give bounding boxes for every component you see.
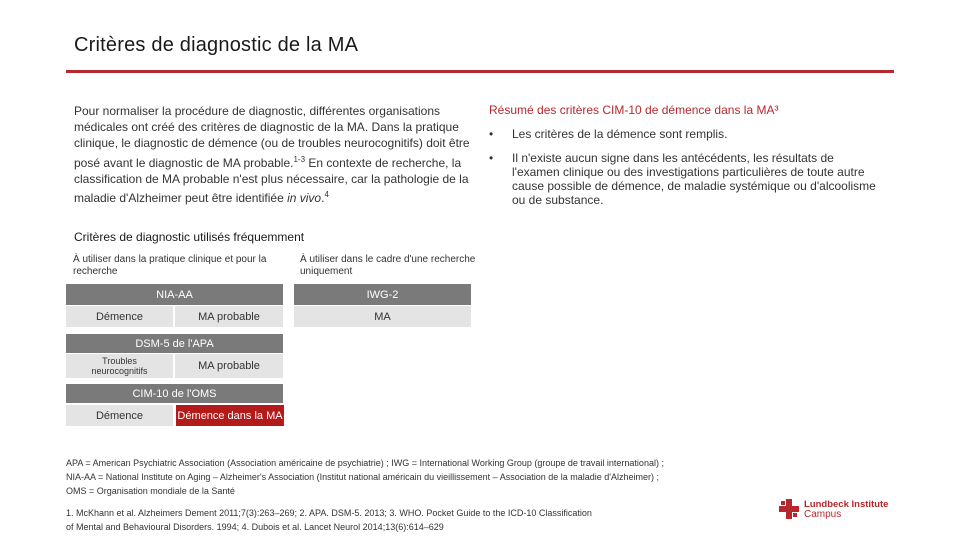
reference-line: 1. McKhann et al. Alzheimers Dement 2011;7(3):263–269; 2. APA. DSM-5. 2013; 3. WHO. Pocket Guide to the ICD-10 Classification bbox=[66, 508, 592, 518]
intro-sup-1: 1-3 bbox=[293, 154, 306, 164]
criteria-note-research: À utiliser dans le cadre d'une recherche uniquement bbox=[300, 254, 476, 277]
intro-italic: in vivo bbox=[287, 191, 322, 206]
nia-aa-probable-cell: MA probable bbox=[175, 306, 283, 327]
bullet-icon: • bbox=[489, 127, 494, 141]
iwg2-ma-cell: MA bbox=[294, 306, 471, 327]
logo-subtitle: Campus bbox=[804, 509, 842, 520]
abbreviations bbox=[66, 456, 766, 498]
summary-list bbox=[489, 127, 879, 217]
cim10-header: CIM-10 de l'OMS bbox=[66, 384, 283, 403]
abbreviation-line: APA = American Psychiatric Association (Association américaine de psychiatrie) ; IWG = International Working Group (groupe de travail international) ; bbox=[66, 458, 664, 468]
lundbeck-cross-icon bbox=[778, 498, 800, 520]
dsm5-probable-cell: MA probable bbox=[175, 354, 283, 378]
list-item bbox=[489, 151, 879, 207]
nia-aa-dementia-cell: Démence bbox=[66, 306, 173, 327]
dsm5-neurocognitive-cell: Troubles neurocognitifs bbox=[66, 354, 173, 378]
logo-name: Lundbeck Institute bbox=[804, 499, 889, 510]
reference-line: of Mental and Behavioural Disorders. 1994; 4. Dubois et al. Lancet Neurol 2014;13(6):614–629 bbox=[66, 522, 444, 532]
page-title: Critères de diagnostic de la MA bbox=[74, 34, 359, 56]
intro-text-3: . bbox=[321, 191, 325, 206]
abbreviation-line: NIA-AA = National Institute on Aging – Alzheimer's Association (Institut national américain du vieillissement – Association de la maladie d'Alzheimer) ; bbox=[66, 472, 659, 482]
summary-item-text: Les critères de la démence sont remplis. bbox=[512, 127, 728, 141]
criteria-note-clinical: À utiliser dans la pratique clinique et pour la recherche bbox=[73, 254, 267, 277]
intro-text-2: En contexte de recherche, la classification de MA probable n'est plus nécessaire, car la pathologie de la maladie d'Alzheimer peut être identifiée bbox=[74, 155, 469, 206]
summary-title: Résumé des critères CIM-10 de démence dans la MA³ bbox=[489, 103, 779, 117]
abbreviation-line: OMS = Organisation mondiale de la Santé bbox=[66, 486, 235, 496]
criteria-title: Critères de diagnostic utilisés fréquemment bbox=[74, 230, 305, 244]
intro-paragraph bbox=[74, 103, 479, 206]
summary-item-text: Il n'existe aucun signe dans les antécédents, les résultats de l'examen clinique ou des investigations particulières de toute autre cause possible de démence, de maladie systémique ou d'alcoolisme ou de substance. bbox=[512, 151, 876, 207]
iwg2-header: IWG-2 bbox=[294, 284, 471, 305]
intro-sup-2: 4 bbox=[324, 190, 329, 200]
bullet-icon: • bbox=[489, 151, 494, 165]
intro-text-1: Pour normaliser la procédure de diagnostic, différentes organisations médicales ont créé des critères de diagnostic de la MA. Dans la pratique clinique, le diagnostic de démence (ou de troubles neurocognitifs) doit être posé avant le diagnostic de MA probable. bbox=[74, 104, 470, 170]
nia-aa-header: NIA-AA bbox=[66, 284, 283, 305]
list-item bbox=[489, 127, 879, 141]
cim10-dementia-cell: Démence bbox=[66, 405, 173, 426]
dsm5-header: DSM-5 de l'APA bbox=[66, 334, 283, 353]
title-divider bbox=[66, 70, 894, 73]
cim10-ma-dementia-cell: Démence dans la MA bbox=[176, 405, 284, 426]
references bbox=[66, 506, 766, 534]
lundbeck-logo bbox=[778, 498, 902, 524]
